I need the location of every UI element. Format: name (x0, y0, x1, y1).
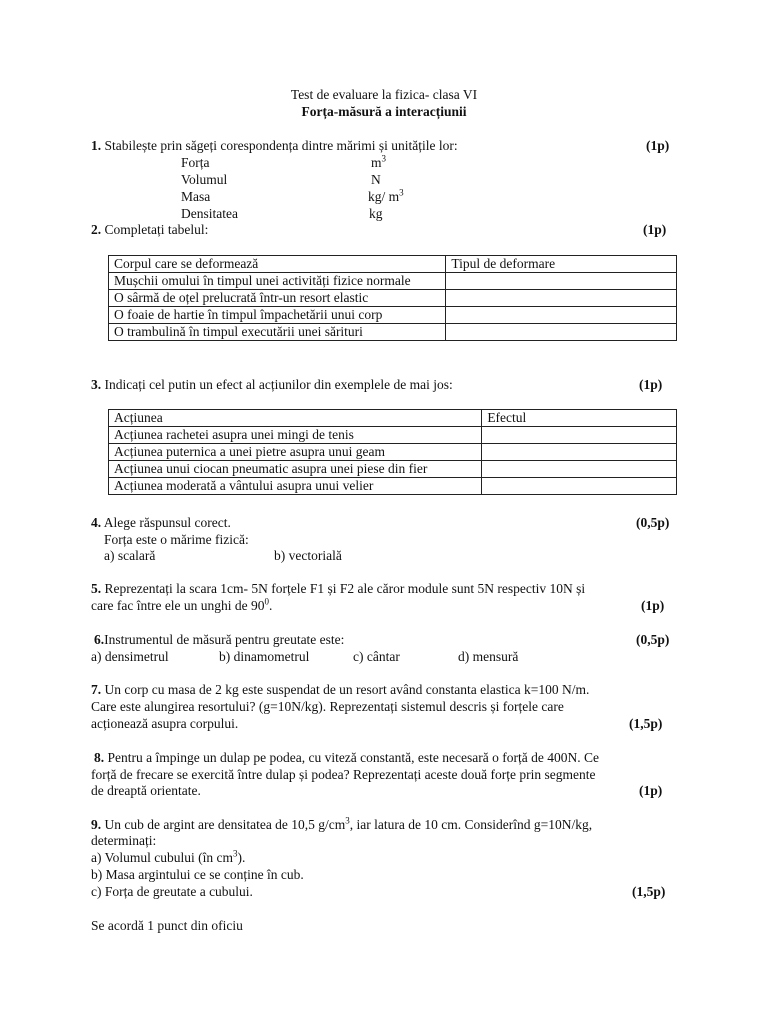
quantity-force: Forța (181, 155, 210, 170)
unit-m3: $m^3$ (371, 153, 387, 170)
question-3-points: (1p) (639, 377, 663, 392)
question-2-text (91, 222, 208, 238)
option-d-graduated-cylinder[interactable]: d) mensură (458, 649, 519, 664)
question-8-line-3: de dreaptă orientate. (91, 783, 201, 798)
question-8-line-1 (94, 750, 599, 766)
question-2-number: 2. (91, 222, 102, 237)
table-cell: Acțiunea unui ciocan pneumatic asupra unei piese din fier (109, 461, 482, 478)
option-a-densimeter[interactable]: a) densimetrul (91, 649, 169, 664)
question-5-text: Reprezentați la scara 1cm- 5N forțele F1 și F2 ale căror module sunt 5N respectiv 10N și (104, 581, 586, 596)
table-header-cell: Efectul (482, 410, 677, 427)
question-4-prompt: Alege răspunsul corect. (103, 515, 231, 530)
question-7-line-3: acționează asupra corpului. (91, 716, 239, 731)
unit-kg-m3: kg/ $m^3$ (368, 187, 404, 204)
table-cell: O trambulină în timpul executării unei sărituri (109, 324, 446, 341)
question-7-line-2: Care este alungirea resortului? (g=10N/kg). Reprezentați sistemul descris și forțele care (91, 699, 564, 714)
question-9-line-1: 9. Un cub de argint are densitatea de 10,5 $g/cm^3$, iar latura de 10 cm. Considerînd g=10N/kg, (91, 815, 593, 832)
question-4-points: (0,5p) (636, 515, 670, 530)
option-c-scale[interactable]: c) cântar (353, 649, 400, 664)
quantity-mass: Masa (181, 189, 211, 204)
question-5-points: (1p) (641, 598, 665, 613)
answer-cell[interactable] (446, 290, 677, 307)
question-2-points: (1p) (643, 222, 667, 237)
table-row (109, 307, 677, 324)
question-6-prompt: Instrumentul de măsură pentru greutate este: (104, 632, 345, 647)
page-subtitle: Forța-măsură a interacțiunii (301, 104, 467, 119)
question-9-number: 9. (91, 817, 102, 832)
table-cell: Acțiunea rachetei asupra unei mingi de tenis (109, 427, 482, 444)
question-4-text (91, 515, 231, 531)
question-5-line-1 (91, 581, 585, 597)
unit-n: N (371, 172, 381, 187)
table-header-row (109, 256, 677, 273)
question-9-part-a: a) Volumul cubului (în $cm^3$). (91, 848, 246, 865)
question-5-line-2: care fac între ele un unghi de $90^0$. (91, 596, 273, 613)
question-7-line-1 (91, 682, 589, 698)
table-row (109, 273, 677, 290)
table-row (109, 290, 677, 307)
table-cell: O foaie de hartie în timpul împachetării unui corp (109, 307, 446, 324)
deformation-table (108, 255, 677, 341)
table-header-cell: Corpul care se deformează (109, 256, 446, 273)
answer-cell[interactable] (446, 307, 677, 324)
question-7-text: Un corp cu masa de 2 kg este suspendat de un resort având constanta elastica k=100 N/m. (104, 682, 590, 697)
question-9-part-c: c) Forța de greutate a cubului. (91, 884, 253, 899)
question-8-line-2: forță de frecare se exercită între dulap și podea? Reprezentați aceste două forțe prin segmente (91, 767, 596, 782)
answer-cell[interactable] (482, 478, 677, 495)
table-header-cell: Tipul de deformare (446, 256, 677, 273)
table-row (109, 444, 677, 461)
question-4-statement: Forța este o mărime fizică: (104, 532, 249, 547)
answer-cell[interactable] (446, 273, 677, 290)
question-9-points: (1,5p) (632, 884, 666, 899)
table-cell: Acțiunea moderată a vântului asupra unui velier (109, 478, 482, 495)
question-3-prompt: Indicați cel putin un efect al acțiunilor din exemplele de mai jos: (104, 377, 453, 392)
page-title: Test de evaluare la fizica- clasa VI (290, 87, 478, 102)
question-6-text (94, 632, 344, 648)
question-9-part-b: b) Masa argintului ce se conține în cub. (91, 867, 304, 882)
question-8-text: Pentru a împinge un dulap pe podea, cu viteză constantă, este necesară o forță de 400N. Ce (107, 750, 599, 765)
question-7-number: 7. (91, 682, 102, 697)
footer-note: Se acordă 1 punct din oficiu (91, 918, 243, 933)
question-1-text (91, 138, 458, 154)
answer-cell[interactable] (446, 324, 677, 341)
quantity-density: Densitatea (181, 206, 238, 221)
question-1-number: 1. (91, 138, 102, 153)
option-b-dynamometer[interactable]: b) dinamometrul (219, 649, 310, 664)
question-8-number: 8. (94, 750, 105, 765)
table-cell: Mușchii omului în timpul unei activități fizice normale (109, 273, 446, 290)
option-a-scalar[interactable]: a) scalară (104, 548, 156, 563)
question-9-line-2: determinați: (91, 833, 157, 848)
table-row (109, 478, 677, 495)
action-effect-table (108, 409, 677, 495)
question-8-points: (1p) (639, 783, 663, 798)
unit-kg: kg (369, 206, 383, 221)
option-b-vectorial[interactable]: b) vectorială (274, 548, 342, 563)
table-row (109, 324, 677, 341)
question-4-number: 4. (91, 515, 102, 530)
table-cell: Acțiunea puternica a unei pietre asupra unui geam (109, 444, 482, 461)
question-7-points: (1,5p) (629, 716, 663, 731)
question-3-text (91, 377, 453, 393)
answer-cell[interactable] (482, 427, 677, 444)
table-row (109, 461, 677, 478)
table-header-row (109, 410, 677, 427)
answer-cell[interactable] (482, 461, 677, 478)
table-cell: O sârmă de oțel prelucrată într-un resort elastic (109, 290, 446, 307)
question-6-number: 6. (94, 632, 105, 647)
question-1-points: (1p) (646, 138, 670, 153)
answer-cell[interactable] (482, 444, 677, 461)
question-2-prompt: Completați tabelul: (104, 222, 209, 237)
table-header-cell: Acțiunea (109, 410, 482, 427)
quantity-volume: Volumul (181, 172, 228, 187)
question-6-points: (0,5p) (636, 632, 670, 647)
question-5-number: 5. (91, 581, 102, 596)
table-row (109, 427, 677, 444)
question-1-prompt: Stabilește prin săgeți corespondența dintre mărimi și unitățile lor: (104, 138, 458, 153)
question-3-number: 3. (91, 377, 102, 392)
